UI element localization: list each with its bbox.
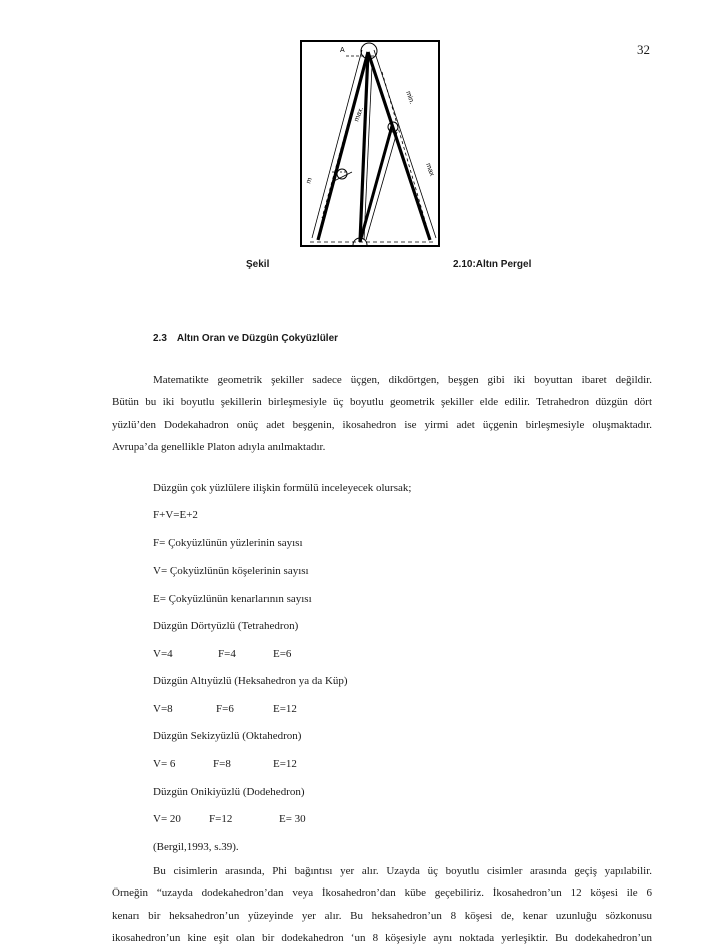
solid-dodecahedron: Düzgün Onikiyüzlü (Dodehedron) [153, 786, 305, 798]
figure-label-right: max [424, 162, 436, 178]
definition-edges: E= Çokyüzlünün kenarlarının sayısı [153, 593, 312, 605]
vertex-count: V= 20 [153, 813, 181, 825]
face-count: F=8 [213, 758, 231, 770]
solid-tetrahedron: Düzgün Dörtyüzlü (Tetrahedron) [153, 620, 299, 632]
face-count: F=12 [209, 813, 233, 825]
paragraph-line: yüzlü’den Dodekahadron onüç adet beşgenin, ikosahedron ise yirmi adet üçgenin birleşmesiyle oluşmaktadır. [112, 418, 652, 431]
paragraph-line: Bu cisimlerin arasında, Phi bağıntısı yer alır. Uzayda üç boyutlu cisimler arasında geçiş yapılabilir. [153, 865, 652, 877]
face-count: F=6 [216, 703, 234, 715]
vertex-count: V=4 [153, 648, 173, 660]
figure-caption-label: Şekil [246, 259, 270, 270]
solid-values-dodecahedron [153, 813, 306, 825]
solid-values-tetrahedron [153, 648, 291, 660]
euler-formula: F+V=E+2 [153, 509, 198, 521]
solid-values-hexahedron [153, 703, 297, 715]
section-heading [153, 333, 338, 344]
citation: (Bergil,1993, s.39). [153, 841, 239, 853]
solid-octahedron: Düzgün Sekizyüzlü (Oktahedron) [153, 730, 302, 742]
page-number: 32 [637, 42, 650, 57]
edge-count: E= 30 [279, 813, 306, 825]
formula-intro: Düzgün çok yüzlülere ilişkin formülü inceleyecek olursak; [153, 482, 412, 494]
paragraph-line: Örneğin “uzayda dodekahedron’dan veya İkosahedron’dan kübe geçebiliriz. İkosahedron’un 12 köşesi ile 6 [112, 887, 652, 900]
paragraph-line: Avrupa’da genellikle Platon adıyla anılmaktadır. [112, 440, 326, 453]
solid-hexahedron: Düzgün Altıyüzlü (Heksahedron ya da Küp) [153, 675, 348, 687]
figure-label-left: m [305, 176, 314, 185]
edge-count: E=6 [273, 648, 292, 660]
golden-compass-figure [300, 40, 440, 247]
paragraph-line: Matematikte geometrik şekiller sadece üçgen, dikdörtgen, beşgen gibi iki boyuttan ibaret değildir. [153, 374, 652, 386]
face-count: F=4 [218, 648, 236, 660]
golden-compass-drawing [302, 42, 438, 245]
paragraph-transitions [112, 860, 652, 949]
compass-leg-right [368, 52, 430, 240]
section-title: Altın Oran ve Düzgün Çokyüzlüler [176, 333, 339, 344]
definition-faces: F= Çokyüzlünün yüzlerinin sayısı [153, 537, 303, 549]
vertex-count: V= 6 [153, 758, 176, 770]
definition-vertices: V= Çokyüzlünün köşelerinin sayısı [153, 565, 309, 577]
section-number: 2.3 [153, 333, 167, 344]
paragraph-line: ikosahedron’un kine eşit olan bir dodekahedron ‘un 8 köşesiyle aynı noktada yerleşiktir. Bu dodekahedron’un [112, 931, 652, 944]
figure-label-min: min. [404, 90, 416, 106]
vertex-count: V=8 [153, 703, 173, 715]
paragraph-line: Bütün bu iki boyutlu şekillerin birleşmesiyle üç boyutlu geometrik şekiller elde edilir. Tetrahedron düzgün dört [112, 396, 652, 409]
figure-caption-title: 2.10:Altın Pergel [453, 259, 532, 270]
edge-count: E=12 [273, 703, 297, 715]
figure-label-top: A [340, 47, 345, 54]
paragraph-intro [112, 369, 652, 458]
solid-values-octahedron [153, 758, 297, 770]
figure-label-max: max. [353, 106, 366, 123]
paragraph-line: kenarı bir heksahedron’un yüzeyinde yer alır. Bu heksahedron’un 8 köşesi de, kenar uzunluğu sözkonusu [112, 909, 652, 922]
edge-count: E=12 [273, 758, 297, 770]
